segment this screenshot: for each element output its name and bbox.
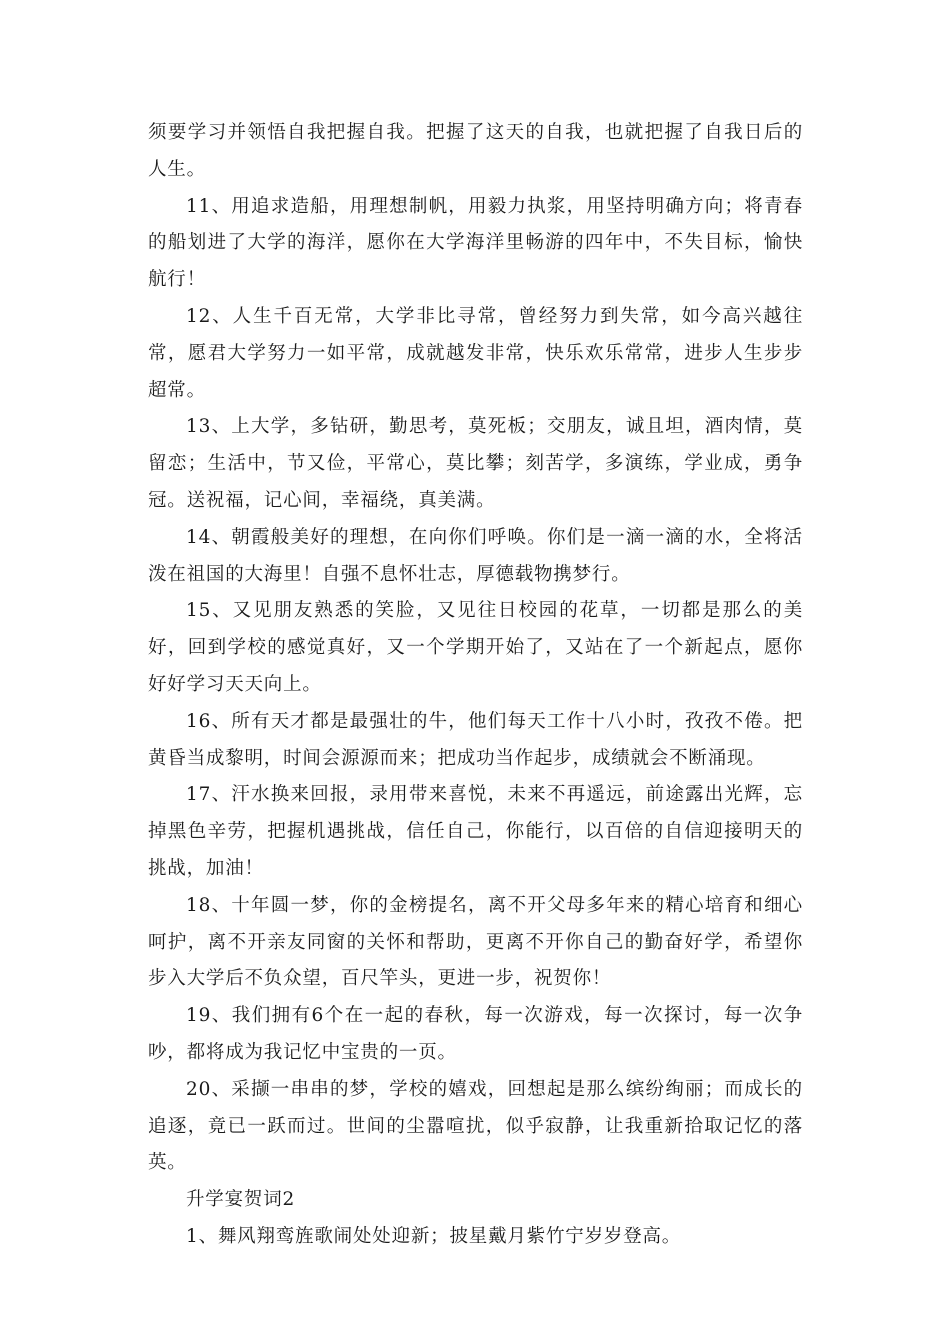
paragraph-item-12: 12、人生千百无常，大学非比寻常，曾经努力到失常，如今高兴越往常，愿君大学努力一如平常，成就越发非常，快乐欢乐常常，进步人生步步超常。 <box>148 305 803 401</box>
paragraph-item-13: 13、上大学，多钻研，勤思考，莫死板；交朋友，诚且坦，酒肉情，莫留恋；生活中，节又俭，平常心，莫比攀；刻苦学，多演练，学业成，勇争冠。送祝福，记心间，幸福绕，真美满。 <box>148 416 803 511</box>
paragraph-item-1: 1、舞风翔鸾旌歌闹处处迎新；披星戴月紫竹宁岁岁登高。 <box>186 1225 682 1247</box>
paragraph-continuation: 须要学习并领悟自我把握自我。把握了这天的自我，也就把握了自我日后的人生。 <box>148 122 803 180</box>
paragraph-item-20: 20、采撷一串串的梦，学校的嬉戏，回想起是那么缤纷绚丽；而成长的追逐，竟已一跃而过。世间的尘嚣喧扰，似乎寂静，让我重新拾取记忆的落英。 <box>148 1078 803 1174</box>
paragraph-item-11: 11、用追求造船，用理想制帆，用毅力执浆，用坚持明确方向；将青春的船划进了大学的海洋，愿你在大学海洋里畅游的四年中，不失目标，愉快航行！ <box>148 195 803 291</box>
paragraph-item-14: 14、朝霞般美好的理想，在向你们呼唤。你们是一滴一滴的水，全将活泼在祖国的大海里！自强不息怀壮志，厚德载物携梦行。 <box>148 526 803 585</box>
paragraph-item-15: 15、又见朋友熟悉的笑脸，又见往日校园的花草，一切都是那么的美好，回到学校的感觉真好，又一个学期开始了，又站在了一个新起点，愿你好好学习天天向上。 <box>148 600 803 695</box>
paragraph-item-16: 16、所有天才都是最强壮的牛，他们每天工作十八小时，孜孜不倦。把黄昏当成黎明，时间会源源而来；把成功当作起步，成绩就会不断涌现。 <box>148 710 803 769</box>
section-heading: 升学宴贺词2 <box>186 1189 296 1211</box>
paragraph-item-19: 19、我们拥有6个在一起的春秋，每一次游戏，每一次探讨，每一次争吵，都将成为我记忆中宝贵的一页。 <box>148 1005 803 1063</box>
paragraph-item-18: 18、十年圆一梦，你的金榜提名，离不开父母多年来的精心培育和细心呵护，离不开亲友同窗的关怀和帮助，更离不开你自己的勤奋好学，希望你步入大学后不负众望，百尺竿头，更进一步，祝贺你！ <box>148 894 803 990</box>
document-body <box>148 115 803 1256</box>
paragraph-item-17: 17、汗水换来回报，录用带来喜悦，未来不再遥远，前途露出光辉，忘掉黑色辛劳，把握机遇挑战，信任自己，你能行，以百倍的自信迎接明天的挑战，加油！ <box>148 784 803 879</box>
